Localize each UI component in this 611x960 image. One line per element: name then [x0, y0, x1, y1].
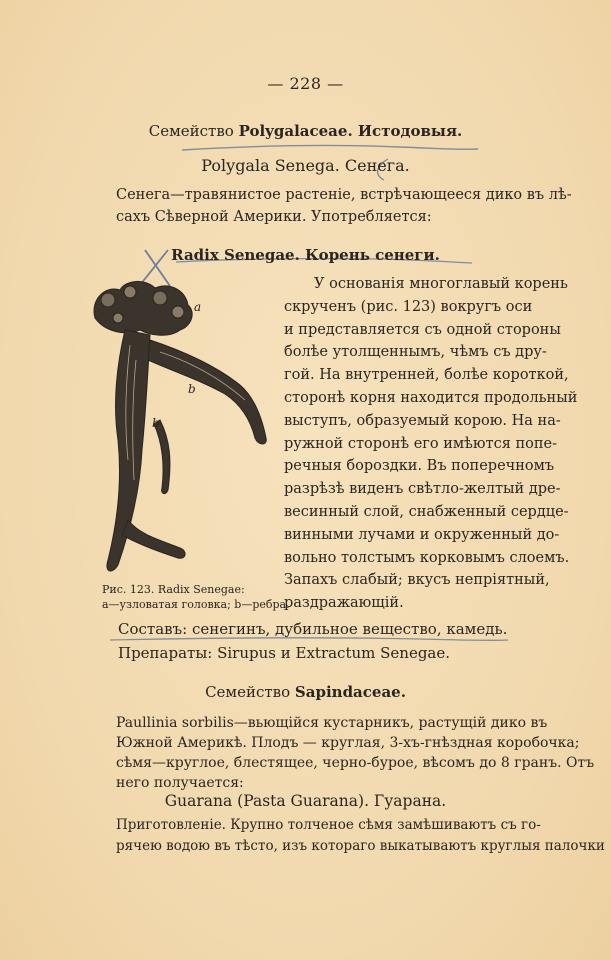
root-description-line: болѣе утолщеннымъ, чѣмъ съ дру- [284, 344, 547, 361]
figure-label-a: a [194, 300, 202, 314]
figure-label-b-lower: b [152, 416, 160, 430]
family-label: Семейство [148, 122, 234, 140]
root-description-line: ружной сторонѣ его имѣются попе- [284, 435, 557, 452]
paullinia-line-3: сѣмя—круглое, блестящее, черно-бурое, вѣсомъ до 8 гранъ. Отъ [116, 755, 595, 771]
paullinia-line-2: Южной Америкѣ. Плодъ — круглая, 3-хъ-гнѣздная коробочка; [116, 735, 580, 751]
root-description-line: речныя бороздки. Въ поперечномъ [284, 458, 555, 475]
root-description-line: разрѣзѣ виденъ свѣтло-желтый дре- [284, 481, 561, 498]
root-description-line: вольно толстымъ корковымъ слоемъ. [284, 549, 570, 566]
family-name: Polygalaceae. Истодовыя. [238, 122, 463, 140]
root-description-line: винными лучами и окруженный до- [284, 526, 560, 543]
plant-heading-senega: Polygala Senega. Сенега. [201, 156, 410, 175]
drug-heading-radix-senegae: Radix Senegae. Корень сенеги. [171, 246, 440, 264]
guarana-heading: Guarana (Pasta Guarana). Гуарана. [164, 792, 447, 810]
root-description-line: скрученъ (рис. 123) вокругъ оси [284, 298, 533, 315]
composition-line: Составъ: сенегинъ, дубильное вещество, камедь. [118, 620, 508, 638]
preparation-line-2: рячею водою въ тѣсто, изъ котораго выкатываютъ круглыя палочки [116, 838, 605, 854]
intro-line-1: Сенега—травянистое растеніе, встрѣчающееся дико въ лѣ- [116, 187, 572, 203]
figure-caption-line-1: Рис. 123. Radix Senegae: [102, 583, 245, 596]
root-description-line: весинный слой, снабженный сердце- [284, 503, 569, 520]
figure-label-b-upper: b [188, 382, 196, 396]
family-name: Sapindaceae. [294, 683, 406, 701]
root-description-line: выступъ, образуемый корою. На на- [284, 412, 561, 429]
root-description-line: У основанія многоглавый корень [314, 276, 568, 292]
root-description-line: сторонѣ корня находится продольный [284, 389, 578, 406]
page-number: — 228 — [267, 74, 344, 93]
paullinia-line-4: него получается: [116, 775, 244, 791]
root-description-line: гой. На внутренней, болѣе короткой, [284, 367, 569, 384]
root-description-line: и представляется съ одной стороны [284, 321, 561, 338]
preparations-line: Препараты: Sirupus и Extractum Senegae. [118, 644, 451, 662]
family-label: Семейство [205, 683, 291, 701]
root-description-line: Запахъ слабый; вкусъ непріятный, [284, 572, 550, 589]
intro-line-2: сахъ Сѣверной Америки. Употребляется: [116, 209, 432, 225]
root-description-line: раздражающій. [284, 595, 404, 612]
figure-caption-line-2: a—узловатая головка; b—ребра. [102, 598, 290, 611]
preparation-line-1: Приготовленіе. Крупно толченое сѣмя замѣшиваютъ съ го- [116, 817, 541, 833]
paullinia-line-1: Paullinia sorbilis—вьющійся кустарникъ, растущій дико въ [116, 715, 548, 731]
family-heading-sapindaceae [0, 683, 611, 701]
root-description [284, 273, 578, 615]
